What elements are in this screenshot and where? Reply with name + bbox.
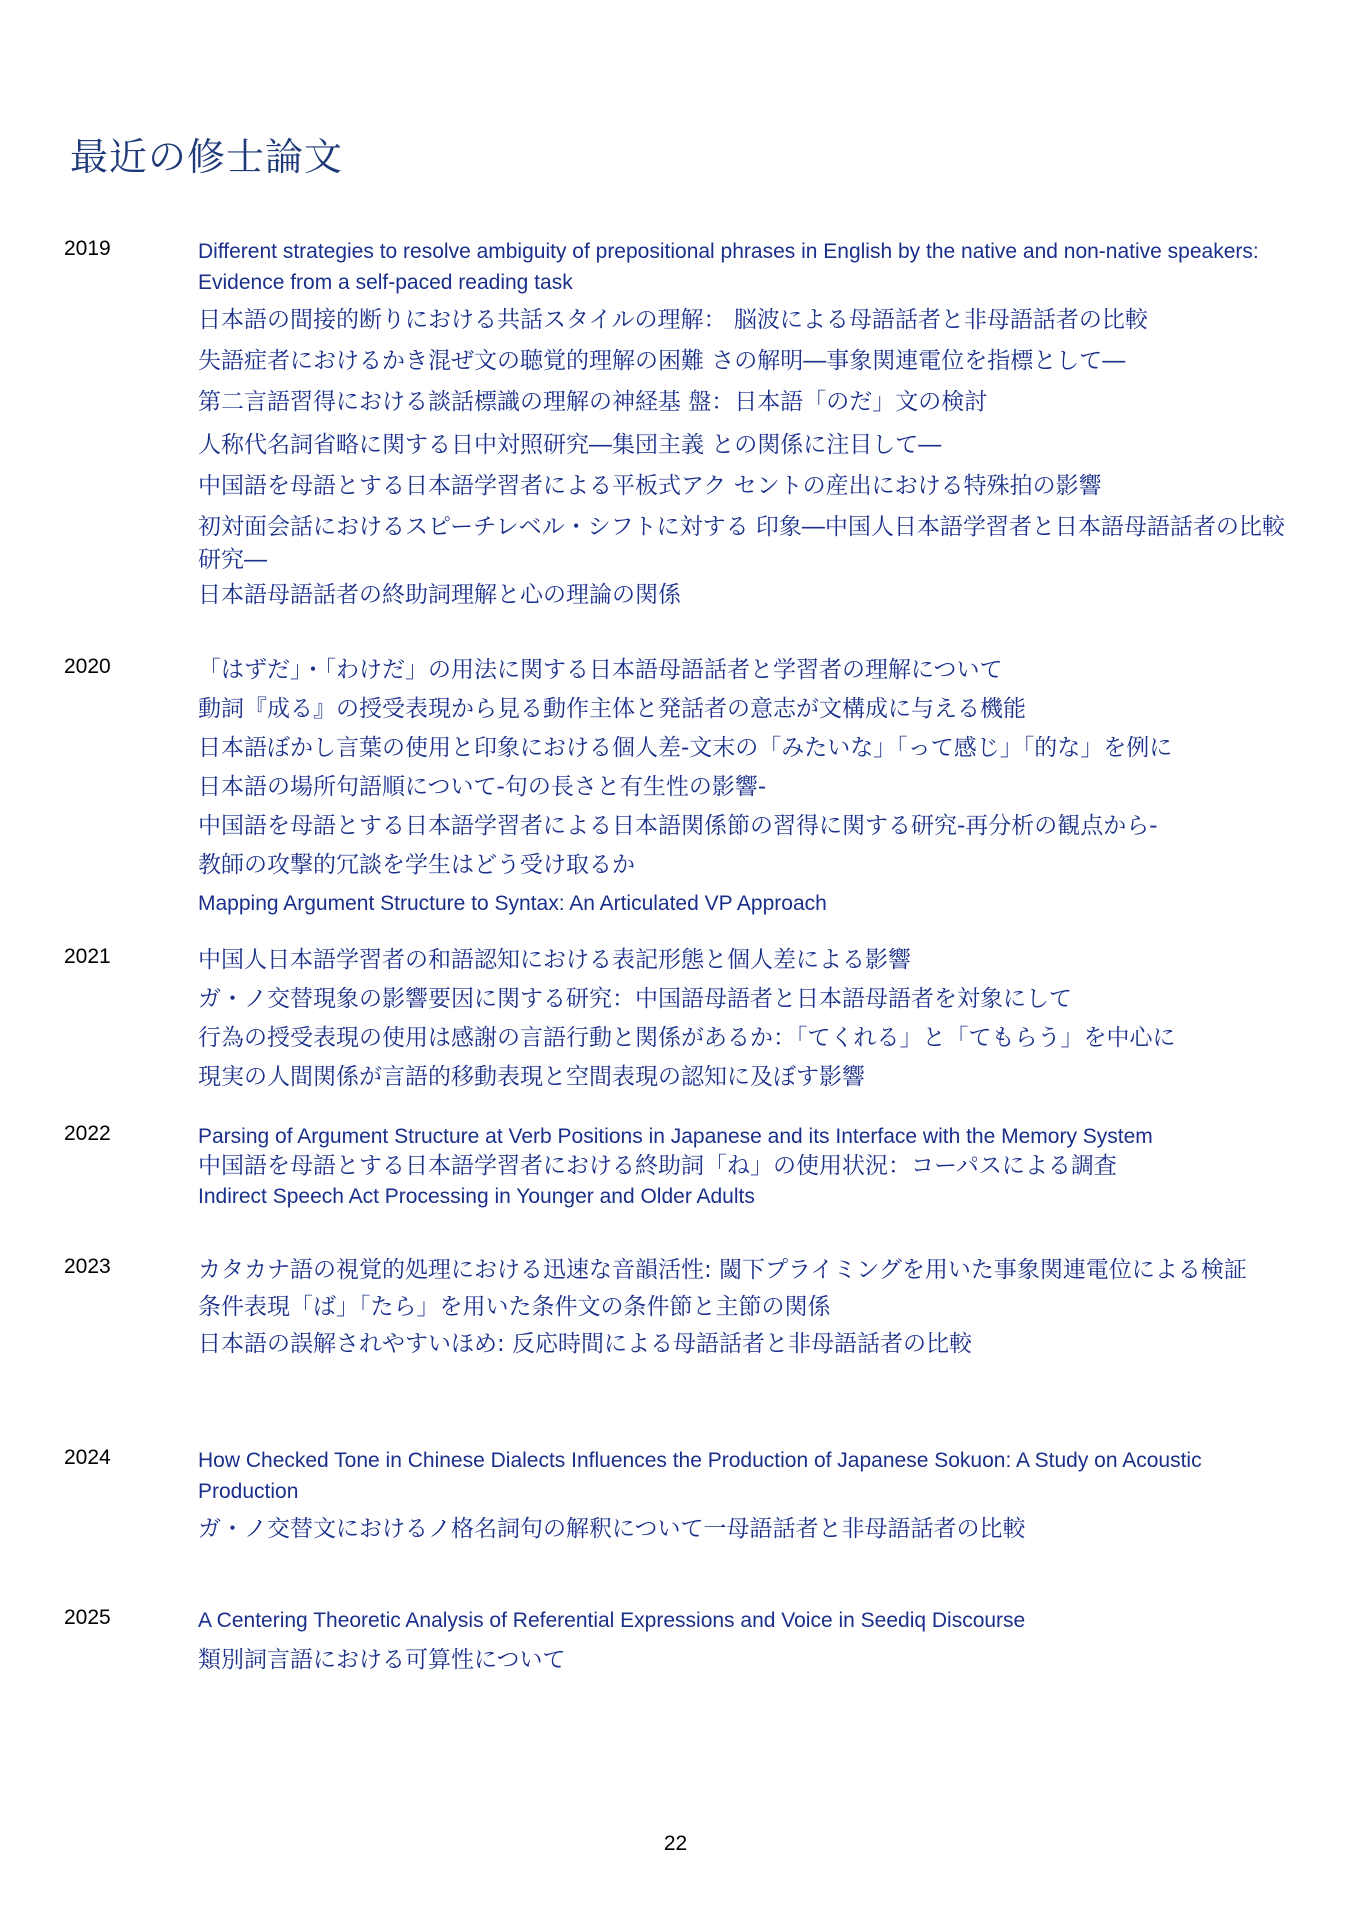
year-label: 2021	[64, 945, 111, 968]
thesis-title: 日本語ぼかし言葉の使用と印象における個人差-文末の「みたいな」「って感じ」「的な」を例に	[198, 735, 1173, 761]
thesis-title: 動詞『成る』の授受表現から見る動作主体と発話者の意志が文構成に与える機能	[198, 696, 1026, 722]
thesis-title: ガ・ノ交替文におけるノ格名詞句の解釈について一母語話者と非母語話者の比較	[198, 1516, 1026, 1542]
thesis-title: 日本語の誤解されやすいほめ: 反応時間による母語話者と非母語話者の比較	[198, 1331, 973, 1357]
thesis-group	[198, 1254, 1298, 1361]
year-label: 2020	[64, 655, 111, 678]
thesis-group	[198, 654, 1298, 919]
thesis-group	[198, 1121, 1298, 1212]
thesis-title: 日本語の場所句語順について-句の長さと有生性の影響-	[198, 774, 767, 800]
thesis-title: 人称代名詞省略に関する日中対照研究―集団主義 との関係に注目して―	[198, 432, 942, 458]
thesis-title: 「はずだ」・「わけだ」の用法に関する日本語母語話者と学習者の理解について	[198, 657, 1003, 683]
thesis-group	[198, 1605, 1298, 1677]
thesis-title: 中国語を母語とする日本語学習者による平板式アク セントの産出における特殊拍の影響	[198, 473, 1102, 499]
thesis-title: 日本語母語話者の終助詞理解と心の理論の関係	[198, 582, 681, 608]
thesis-group	[198, 944, 1298, 1094]
thesis-title: 中国語を母語とする日本語学習者における終助詞「ね」の使用状況：コーパスによる調査	[198, 1153, 1117, 1179]
thesis-title: 中国語を母語とする日本語学習者による日本語関係節の習得に関する研究-再分析の観点から-	[198, 813, 1158, 839]
year-label: 2022	[64, 1122, 111, 1145]
thesis-title: Different strategies to resolve ambiguity of prepositional phrases in English by the native and non-native speakers: Evidence from a self-paced reading task	[198, 240, 1259, 294]
thesis-group	[198, 1445, 1298, 1546]
thesis-group	[198, 236, 1298, 612]
thesis-title: ガ・ノ交替現象の影響要因に関する研究：中国語母語者と日本語母語者を対象にして	[198, 986, 1072, 1012]
page-number: 22	[663, 1832, 688, 1855]
page-title: 最近の修士論文	[70, 135, 344, 179]
thesis-title: 行為の授受表現の使用は感謝の言語行動と関係があるか：「てくれる」と「てもらう」を中心に	[198, 1025, 1176, 1051]
thesis-title: カタカナ語の視覚的処理における迅速な音韻活性: 閾下プライミングを用いた事象関連電位による検証	[198, 1257, 1247, 1283]
thesis-title: How Checked Tone in Chinese Dialects Influences the Production of Japanese Sokuon: A Study on Acoustic Production	[198, 1449, 1202, 1503]
thesis-title: 類別詞言語における可算性について	[198, 1647, 566, 1673]
thesis-title: 第二言語習得における談話標識の理解の神経基 盤：日本語「のだ」文の検討	[198, 389, 988, 415]
thesis-title: 失語症者におけるかき混ぜ文の聴覚的理解の困難 さの解明―事象関連電位を指標として―	[198, 348, 1126, 374]
year-label: 2023	[64, 1255, 111, 1278]
thesis-title: Indirect Speech Act Processing in Younger and Older Adults	[198, 1185, 755, 1208]
thesis-title: 教師の攻撃的冗談を学生はどう受け取るか	[198, 852, 635, 878]
year-label: 2024	[64, 1446, 111, 1469]
thesis-title: Mapping Argument Structure to Syntax: An Articulated VP Approach	[198, 892, 827, 915]
thesis-title: 中国人日本語学習者の和語認知における表記形態と個人差による影響	[198, 947, 911, 973]
year-label: 2025	[64, 1606, 111, 1629]
thesis-title: Parsing of Argument Structure at Verb Positions in Japanese and its Interface with the Memory System	[198, 1125, 1153, 1148]
thesis-title: 条件表現「ば」「たら」を用いた条件文の条件節と主節の関係	[198, 1294, 831, 1320]
thesis-title: 現実の人間関係が言語的移動表現と空間表現の認知に及ぼす影響	[198, 1064, 865, 1090]
thesis-title: A Centering Theoretic Analysis of Referential Expressions and Voice in Seediq Discourse	[198, 1609, 1026, 1632]
thesis-title: 初対面会話におけるスピーチレベル・シフトに対する 印象―中国人日本語学習者と日本語母語話者の比較研究―	[198, 514, 1285, 573]
thesis-title: 日本語の間接的断りにおける共話スタイルの理解： 脳波による母語話者と非母語話者の比較	[198, 307, 1148, 333]
year-label: 2019	[64, 237, 111, 260]
